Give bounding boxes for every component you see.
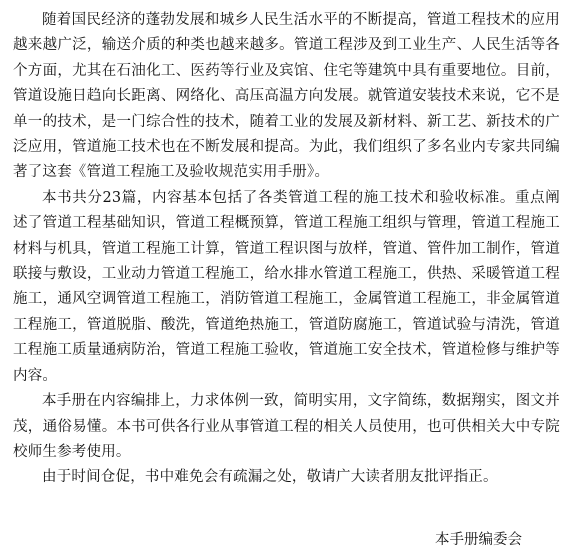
paragraph-usage: 本手册在内容编排上，力求体例一致，简明实用，文字简练，数据翔实，图文并茂，通俗易懂。本书可供各行业从事管道工程的相关人员使用，也可供相关大中专院校师生参考使用。 — [13, 393, 560, 460]
signature-editorial-board: 本手册编委会 — [435, 532, 522, 548]
paragraph-apology: 由于时间仓促，书中难免会有疏漏之处，敬请广大读者朋友批评指正。 — [42, 469, 498, 486]
paragraph-contents: 本书共分23篇，内容基本包括了各类管道工程的施工技术和验收标准。重点阐述了管道工程基础知识，管道工程概预算，管道工程施工组织与管理，管道工程施工材料与机具，管道工程施工计算，管道工程识图与放样，管道、管件加工制作，管道联接与敷设，工业动力管道工程施工，给水排水管道工程施工，供热、采暖管道工程施工，通风空调管道工程施工，消防管道工程施工，金属管道工程施工，非金属管道工程施工，管道脱脂、酸洗，管道绝热施工，管道防腐施工，管道试验与清洗，管道工程施工质量通病防治，管道工程施工验收，管道施工安全技术，管道检修与维护等内容。 — [13, 189, 560, 384]
paragraph-intro: 随着国民经济的蓬勃发展和城乡人民生活水平的不断提高，管道工程技术的应用越来越广泛，输送介质的种类也越来越多。管道工程涉及到工业生产、人民生活等各个方面，尤其在石油化工、医药等行业及宾馆、住宅等建筑中具有重要地位。目前，管道设施日趋向长距离、网络化、高压高温方向发展。就管道安装技术来说，它不是单一的技术，是一门综合性的技术，随着工业的发展及新材料、新工艺、新技术的广泛应用，管道施工技术也在不断发展和提高。为此，我们组织了多名业内专家共同编著了这套《管道工程施工及验收规范实用手册》。 — [13, 12, 560, 181]
